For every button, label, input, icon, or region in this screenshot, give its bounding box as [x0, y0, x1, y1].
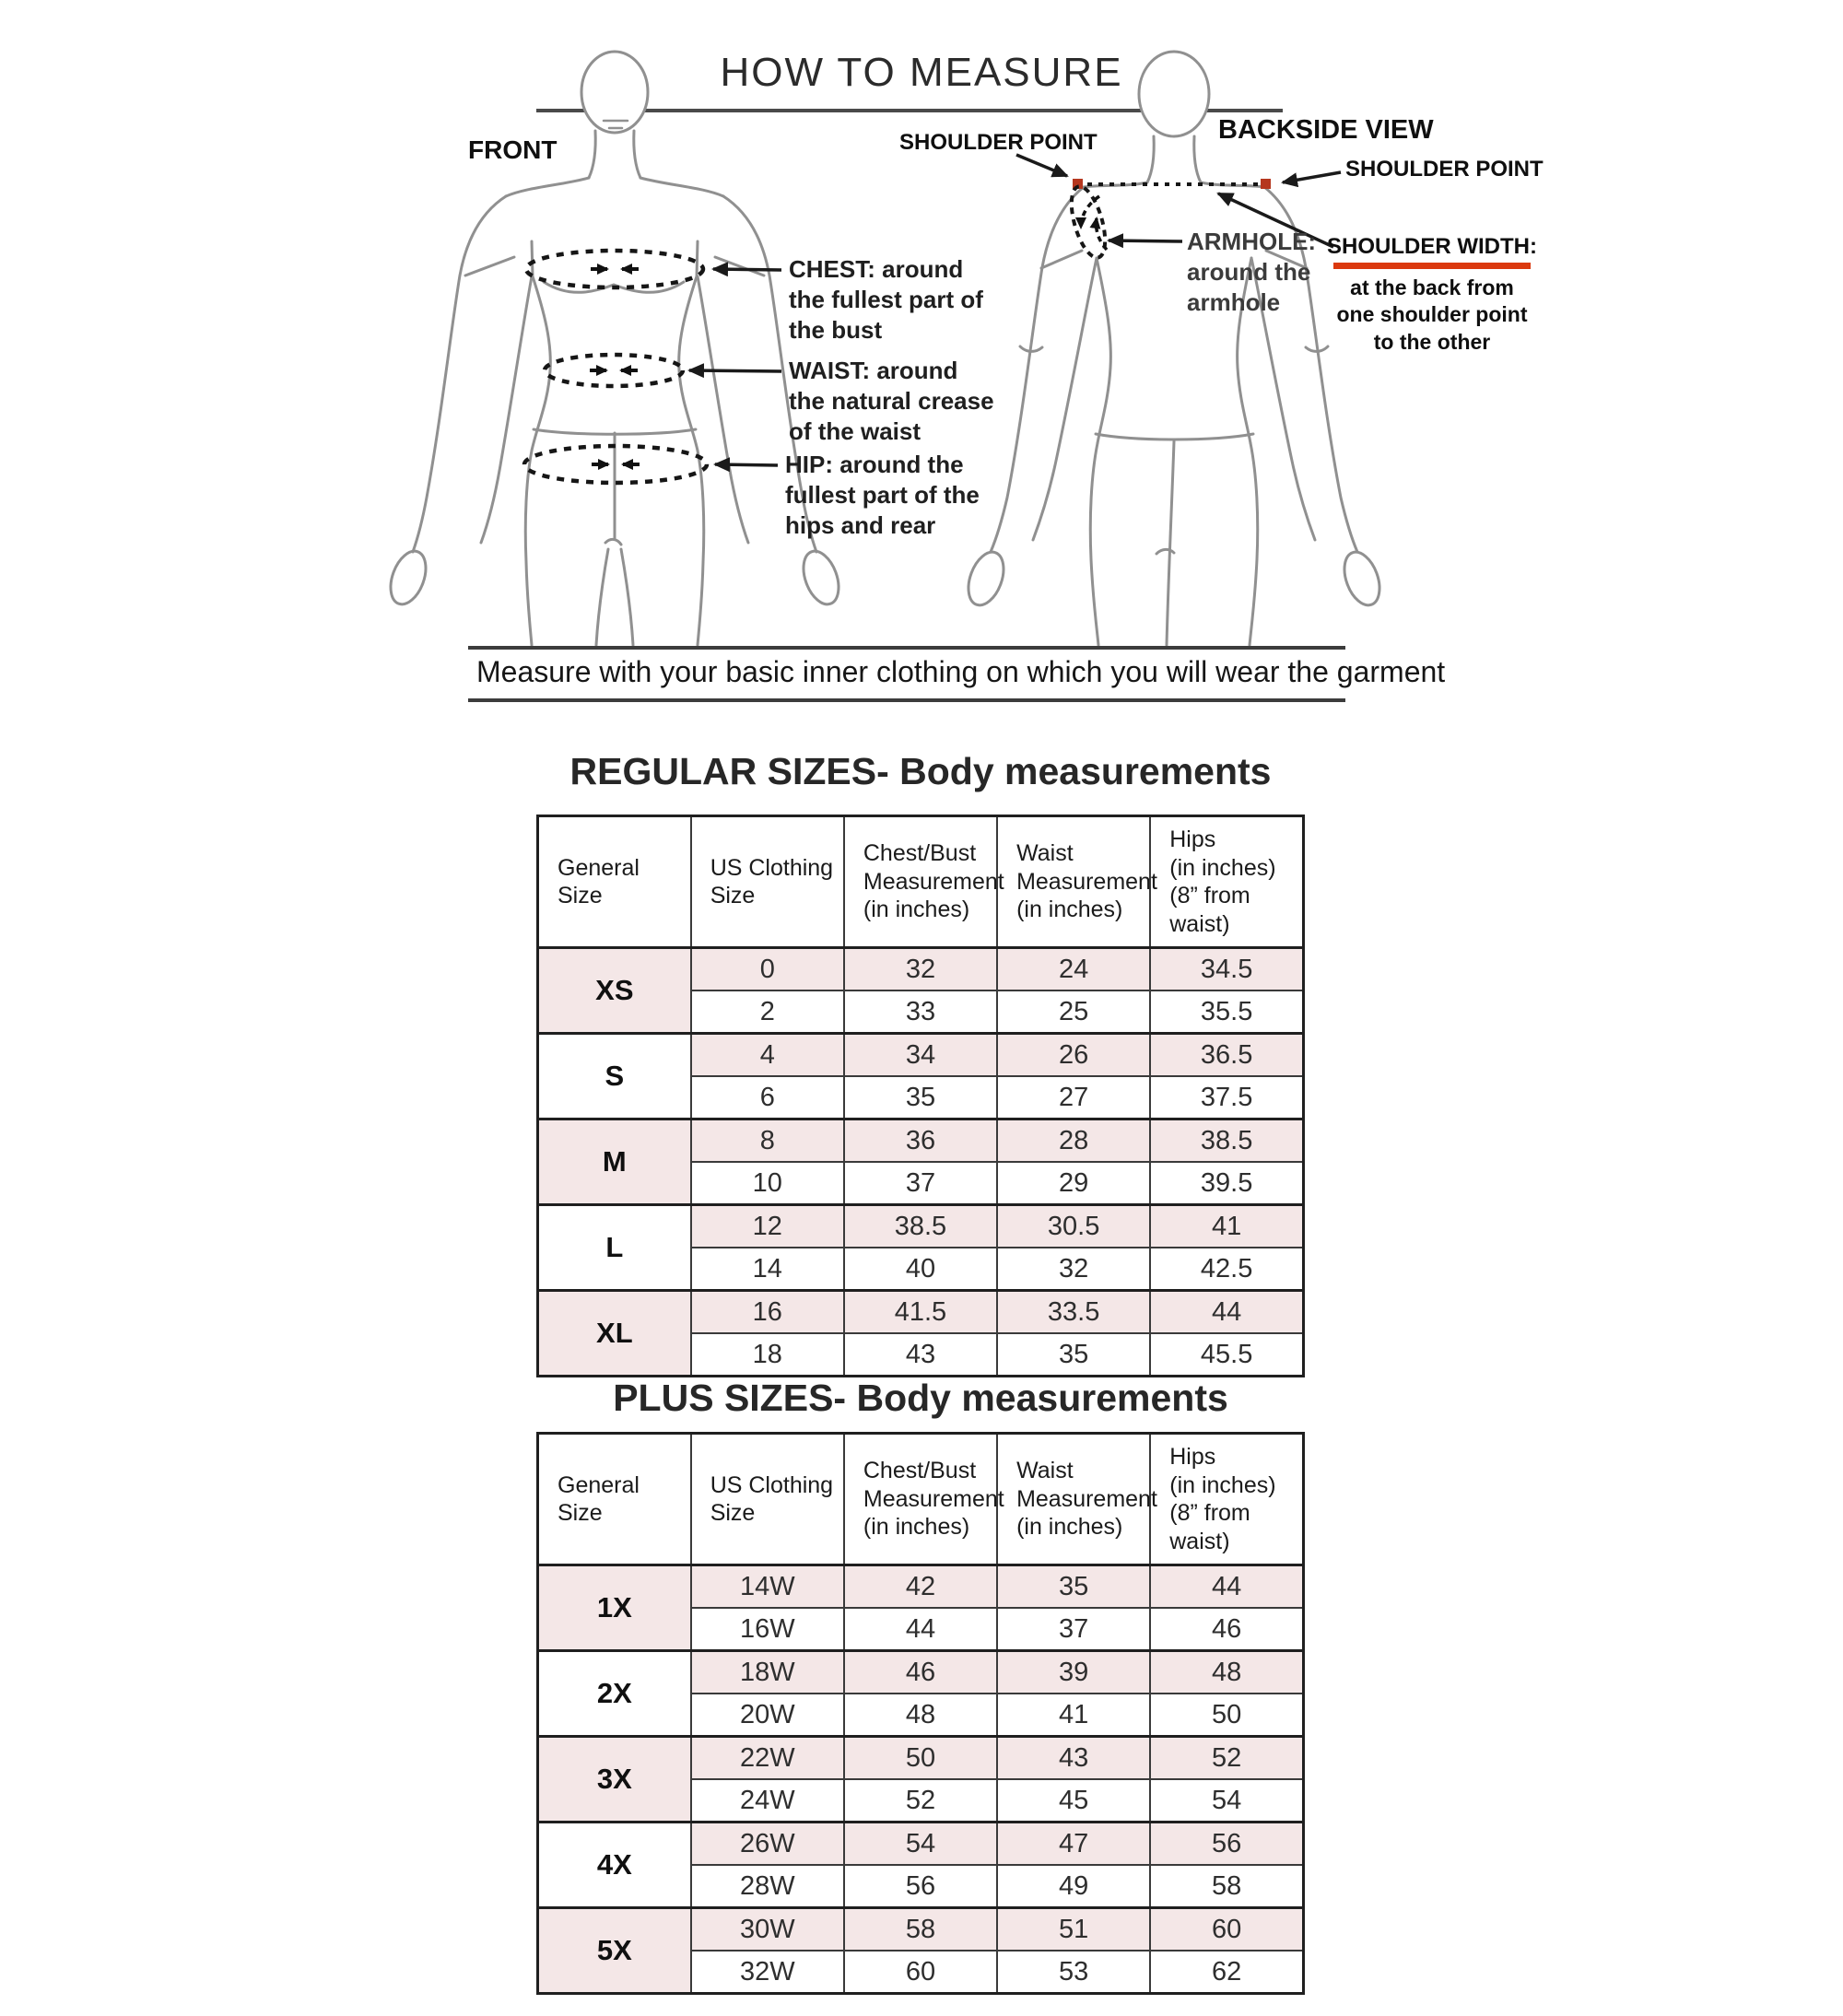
- measurement-cell: 39.5: [1150, 1162, 1303, 1205]
- back-waistband: [1096, 434, 1253, 440]
- page-title: HOW TO MEASURE: [720, 50, 1123, 95]
- general-size-label: M: [538, 1119, 691, 1205]
- plus-sizes-table: [536, 1432, 1305, 1995]
- general-size-label: 5X: [538, 1908, 691, 1994]
- table-row: [538, 1908, 1304, 1952]
- measurement-cell: 58: [844, 1908, 997, 1952]
- front-right-hand: [797, 546, 845, 609]
- measurement-cell: 43: [997, 1737, 1150, 1780]
- measurement-cell: 46: [844, 1651, 997, 1694]
- general-size-label: 4X: [538, 1823, 691, 1908]
- measurement-cell: 56: [844, 1865, 997, 1908]
- measurement-cell: 27: [997, 1076, 1150, 1119]
- front-left-hand: [384, 546, 432, 609]
- measurement-cell: 30.5: [997, 1205, 1150, 1248]
- measurement-cell: 34.5: [1150, 948, 1303, 991]
- measurement-cell: 22W: [691, 1737, 844, 1780]
- measurement-cell: 60: [844, 1951, 997, 1994]
- measurement-cell: 10: [691, 1162, 844, 1205]
- back-head: [1139, 52, 1209, 136]
- column-header: US Clothing Size: [691, 1434, 844, 1565]
- measurement-cell: 50: [844, 1737, 997, 1780]
- waist-measure-ellipse: [545, 355, 683, 386]
- measurement-cell: 40: [844, 1248, 997, 1291]
- shoulder-point-right-arrow: [1283, 172, 1341, 182]
- shoulder-width-annotation: [1316, 234, 1548, 356]
- measurement-cell: 28: [997, 1119, 1150, 1163]
- measurement-cell: 37: [997, 1608, 1150, 1651]
- table-row: [538, 1823, 1304, 1866]
- size-table: [536, 1432, 1305, 1995]
- column-header: Waist Measurement (in inches): [997, 816, 1150, 948]
- regular-sizes-table: [536, 815, 1305, 1377]
- measurement-cell: 18W: [691, 1651, 844, 1694]
- measurement-cell: 29: [997, 1162, 1150, 1205]
- table-row: [538, 1291, 1304, 1334]
- shoulder-point-right-label: SHOULDER POINT: [1345, 157, 1544, 182]
- measurement-cell: 52: [1150, 1737, 1303, 1780]
- measurement-cell: 16: [691, 1291, 844, 1334]
- shoulder-width-heading: SHOULDER WIDTH:: [1327, 234, 1537, 259]
- measurement-cell: 44: [844, 1608, 997, 1651]
- waist-arrow: [689, 370, 781, 371]
- table-row: [538, 1651, 1304, 1694]
- front-annotation-arrows: [689, 269, 781, 465]
- measurement-cell: 36: [844, 1119, 997, 1163]
- measurement-cell: 53: [997, 1951, 1150, 1994]
- measurement-cell: 42.5: [1150, 1248, 1303, 1291]
- measurement-cell: 0: [691, 948, 844, 991]
- measurement-cell: 2: [691, 990, 844, 1034]
- column-header: Chest/Bust Measurement (in inches): [844, 816, 997, 948]
- table-row: [538, 1119, 1304, 1163]
- measurement-cell: 24: [997, 948, 1150, 991]
- general-size-label: 3X: [538, 1737, 691, 1823]
- measurement-cell: 35.5: [1150, 990, 1303, 1034]
- back-left-hand: [962, 547, 1010, 610]
- measurement-cell: 20W: [691, 1694, 844, 1737]
- back-right-hand: [1338, 547, 1386, 610]
- measurement-cell: 37.5: [1150, 1076, 1303, 1119]
- measurement-cell: 38.5: [844, 1205, 997, 1248]
- measurement-cell: 54: [844, 1823, 997, 1866]
- table-row: [538, 1034, 1304, 1077]
- column-header: US Clothing Size: [691, 816, 844, 948]
- measurement-cell: 45.5: [1150, 1333, 1303, 1377]
- measurement-cell: 43: [844, 1333, 997, 1377]
- measurement-cell: 42: [844, 1565, 997, 1609]
- column-header: General Size: [538, 816, 691, 948]
- regular-sizes-title: REGULAR SIZES- Body measurements: [569, 750, 1272, 792]
- column-header: Hips (in inches) (8” from waist): [1150, 1434, 1303, 1565]
- measurement-cell: 30W: [691, 1908, 844, 1952]
- measurement-cell: 25: [997, 990, 1150, 1034]
- plus-sizes-title: PLUS SIZES- Body measurements: [613, 1377, 1228, 1419]
- measurement-cell: 18: [691, 1333, 844, 1377]
- measurement-cell: 54: [1150, 1779, 1303, 1823]
- general-size-label: XL: [538, 1291, 691, 1377]
- measurement-cell: 41: [997, 1694, 1150, 1737]
- measurement-cell: 48: [844, 1694, 997, 1737]
- general-size-label: XS: [538, 948, 691, 1034]
- measurement-cell: 41: [1150, 1205, 1303, 1248]
- waist-annotation: WAIST: around the natural crease of the waist: [789, 357, 994, 446]
- size-table: [536, 815, 1305, 1377]
- general-size-label: 2X: [538, 1651, 691, 1737]
- table-row: [538, 1565, 1304, 1609]
- general-size-label: 1X: [538, 1565, 691, 1651]
- measurement-cell: 49: [997, 1865, 1150, 1908]
- measurement-cell: 48: [1150, 1651, 1303, 1694]
- measurement-cell: 50: [1150, 1694, 1303, 1737]
- measurement-cell: 47: [997, 1823, 1150, 1866]
- column-header: General Size: [538, 1434, 691, 1565]
- armhole-annotation: ARMHOLE: around the armhole: [1187, 228, 1317, 317]
- measurement-cell: 60: [1150, 1908, 1303, 1952]
- front-figure: [384, 52, 845, 645]
- table-row: [538, 948, 1304, 991]
- general-size-label: L: [538, 1205, 691, 1291]
- note-rule-top: [468, 646, 1345, 650]
- measurement-cell: 33: [844, 990, 997, 1034]
- measurement-cell: 45: [997, 1779, 1150, 1823]
- column-header: Waist Measurement (in inches): [997, 1434, 1150, 1565]
- measurement-cell: 14W: [691, 1565, 844, 1609]
- measurement-cell: 33.5: [997, 1291, 1150, 1334]
- measurement-cell: 28W: [691, 1865, 844, 1908]
- shoulder-point-left-arrow: [1016, 155, 1067, 176]
- measurement-cell: 58: [1150, 1865, 1303, 1908]
- measuring-note: Measure with your basic inner clothing on which you will wear the garment: [476, 655, 1446, 688]
- chest-arrow: [713, 269, 781, 270]
- measurement-cell: 26: [997, 1034, 1150, 1077]
- measurement-cell: 8: [691, 1119, 844, 1163]
- measurement-cell: 32: [997, 1248, 1150, 1291]
- backside-view-label: BACKSIDE VIEW: [1218, 115, 1434, 145]
- measurement-cell: 36.5: [1150, 1034, 1303, 1077]
- measurement-cell: 51: [997, 1908, 1150, 1952]
- general-size-label: S: [538, 1034, 691, 1119]
- measurement-cell: 35: [997, 1565, 1150, 1609]
- measurement-cell: 16W: [691, 1608, 844, 1651]
- column-header: Hips (in inches) (8” from waist): [1150, 816, 1303, 948]
- chest-annotation: CHEST: around the fullest part of the bust: [789, 255, 983, 345]
- note-rule-bottom: [468, 698, 1345, 702]
- table-row: [538, 1737, 1304, 1780]
- shoulder-width-description: at the back from one shoulder point to the other: [1336, 275, 1528, 354]
- measurement-cell: 6: [691, 1076, 844, 1119]
- measurement-cell: 26W: [691, 1823, 844, 1866]
- measurement-cell: 32W: [691, 1951, 844, 1994]
- measurement-cell: 62: [1150, 1951, 1303, 1994]
- armhole-arrow: [1109, 240, 1182, 241]
- measurement-cell: 56: [1150, 1823, 1303, 1866]
- hip-arrow: [715, 464, 778, 465]
- measurement-cell: 4: [691, 1034, 844, 1077]
- measurement-cell: 35: [844, 1076, 997, 1119]
- measurement-cell: 46: [1150, 1608, 1303, 1651]
- measurement-cell: 14: [691, 1248, 844, 1291]
- measurement-cell: 52: [844, 1779, 997, 1823]
- shoulder-point-left-label: SHOULDER POINT: [899, 130, 1098, 155]
- measurement-cell: 24W: [691, 1779, 844, 1823]
- measurement-cell: 35: [997, 1333, 1150, 1377]
- shoulder-width-red-underline: [1333, 263, 1531, 269]
- measurement-cell: 39: [997, 1651, 1150, 1694]
- measurement-cell: 34: [844, 1034, 997, 1077]
- measurement-cell: 44: [1150, 1565, 1303, 1609]
- hip-annotation: HIP: around the fullest part of the hips and rear: [785, 451, 980, 540]
- column-header: Chest/Bust Measurement (in inches): [844, 1434, 997, 1565]
- front-view-label: FRONT: [468, 135, 558, 164]
- chest-measure-ellipse: [526, 251, 703, 287]
- table-row: [538, 1205, 1304, 1248]
- measurement-cell: 37: [844, 1162, 997, 1205]
- measurement-cell: 32: [844, 948, 997, 991]
- measurement-cell: 41.5: [844, 1291, 997, 1334]
- measurement-cell: 12: [691, 1205, 844, 1248]
- shoulder-point-dot-right: [1261, 179, 1271, 189]
- measurement-cell: 44: [1150, 1291, 1303, 1334]
- measurement-cell: 38.5: [1150, 1119, 1303, 1163]
